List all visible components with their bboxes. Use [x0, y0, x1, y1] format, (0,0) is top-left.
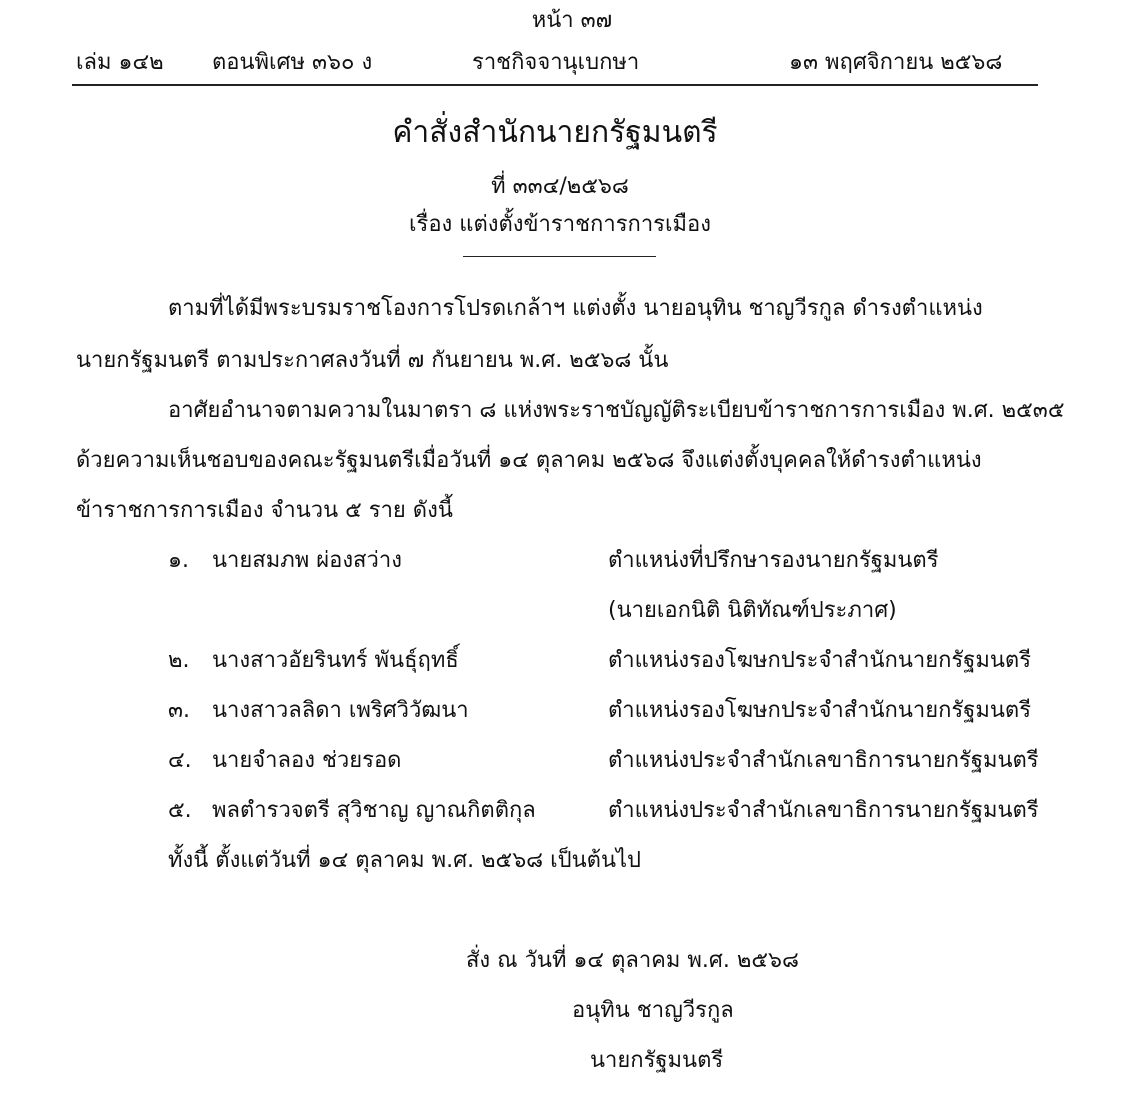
order-subject: เรื่อง แต่งตั้งข้าราชการการเมือง: [409, 212, 711, 237]
section-label: ตอนพิเศษ ๓๖๐ ง: [212, 50, 373, 75]
volume-label: เล่ม ๑๔๒: [76, 50, 164, 75]
title-divider: [463, 256, 656, 257]
appointee-name: นายสมภพ ผ่องสว่าง: [212, 548, 402, 573]
paragraph-2-line-3: ข้าราชการการเมือง จำนวน ๕ ราย ดังนี้: [76, 498, 453, 523]
appointee-position: ตำแหน่งรองโฆษกประจำสำนักนายกรัฐมนตรี: [608, 648, 1032, 673]
appointee-name: นางสาวอัยรินทร์ พันธุ์ฤทธิ์: [212, 648, 459, 673]
page-number: หน้า ๓๗: [531, 8, 613, 33]
appointee-position: ตำแหน่งประจำสำนักเลขาธิการนายกรัฐมนตรี: [608, 748, 1039, 773]
appointee-number: ๔.: [168, 748, 192, 773]
issued-date: สั่ง ณ วันที่ ๑๔ ตุลาคม พ.ศ. ๒๕๖๘: [466, 948, 799, 973]
publication-date: ๑๓ พฤศจิกายน ๒๕๖๘: [789, 50, 1003, 75]
signatory-name: อนุทิน ชาญวีรกูล: [572, 998, 734, 1023]
order-title: คำสั่งสำนักนายกรัฐมนตรี: [392, 115, 718, 150]
appointee-name: นายจำลอง ช่วยรอด: [212, 748, 402, 773]
order-number: ที่ ๓๓๔/๒๕๖๘: [491, 174, 629, 199]
paragraph-1-line-1: ตามที่ได้มีพระบรมราชโองการโปรดเกล้าฯ แต่งตั้ง นายอนุทิน ชาญวีรกูล ดำรงตำแหน่ง: [168, 296, 983, 321]
appointee-number: ๑.: [168, 548, 189, 573]
paragraph-1-line-2: นายกรัฐมนตรี ตามประกาศลงวันที่ ๗ กันยายน พ.ศ. ๒๕๖๘ นั้น: [76, 348, 669, 373]
effective-date: ทั้งนี้ ตั้งแต่วันที่ ๑๔ ตุลาคม พ.ศ. ๒๕๖๘ เป็นต้นไป: [168, 848, 642, 873]
appointee-position: ตำแหน่งประจำสำนักเลขาธิการนายกรัฐมนตรี: [608, 798, 1039, 823]
header-rule: [72, 84, 1038, 86]
appointee-position: ตำแหน่งรองโฆษกประจำสำนักนายกรัฐมนตรี: [608, 698, 1032, 723]
appointee-name: พลตำรวจตรี สุวิชาญ ญาณกิตติกุล: [212, 798, 536, 823]
appointee-number: ๒.: [168, 648, 190, 673]
appointee-number: ๓.: [168, 698, 191, 723]
appointee-position: ตำแหน่งที่ปรึกษารองนายกรัฐมนตรี: [608, 548, 939, 573]
paragraph-2-line-1: อาศัยอำนาจตามความในมาตรา ๘ แห่งพระราชบัญญัติระเบียบข้าราชการการเมือง พ.ศ. ๒๕๓๕: [168, 398, 1065, 423]
appointee-position-note: (นายเอกนิติ นิติทัณฑ์ประภาศ): [608, 598, 897, 623]
appointee-number: ๕.: [168, 798, 192, 823]
appointee-name: นางสาวลลิดา เพริศวิวัฒนา: [212, 698, 469, 723]
paragraph-2-line-2: ด้วยความเห็นชอบของคณะรัฐมนตรีเมื่อวันที่ ๑๔ ตุลาคม ๒๕๖๘ จึงแต่งตั้งบุคคลให้ดำรงตำแหน่ง: [76, 448, 982, 473]
signatory-title: นายกรัฐมนตรี: [590, 1048, 724, 1073]
publication-name: ราชกิจจานุเบกษา: [472, 50, 640, 75]
